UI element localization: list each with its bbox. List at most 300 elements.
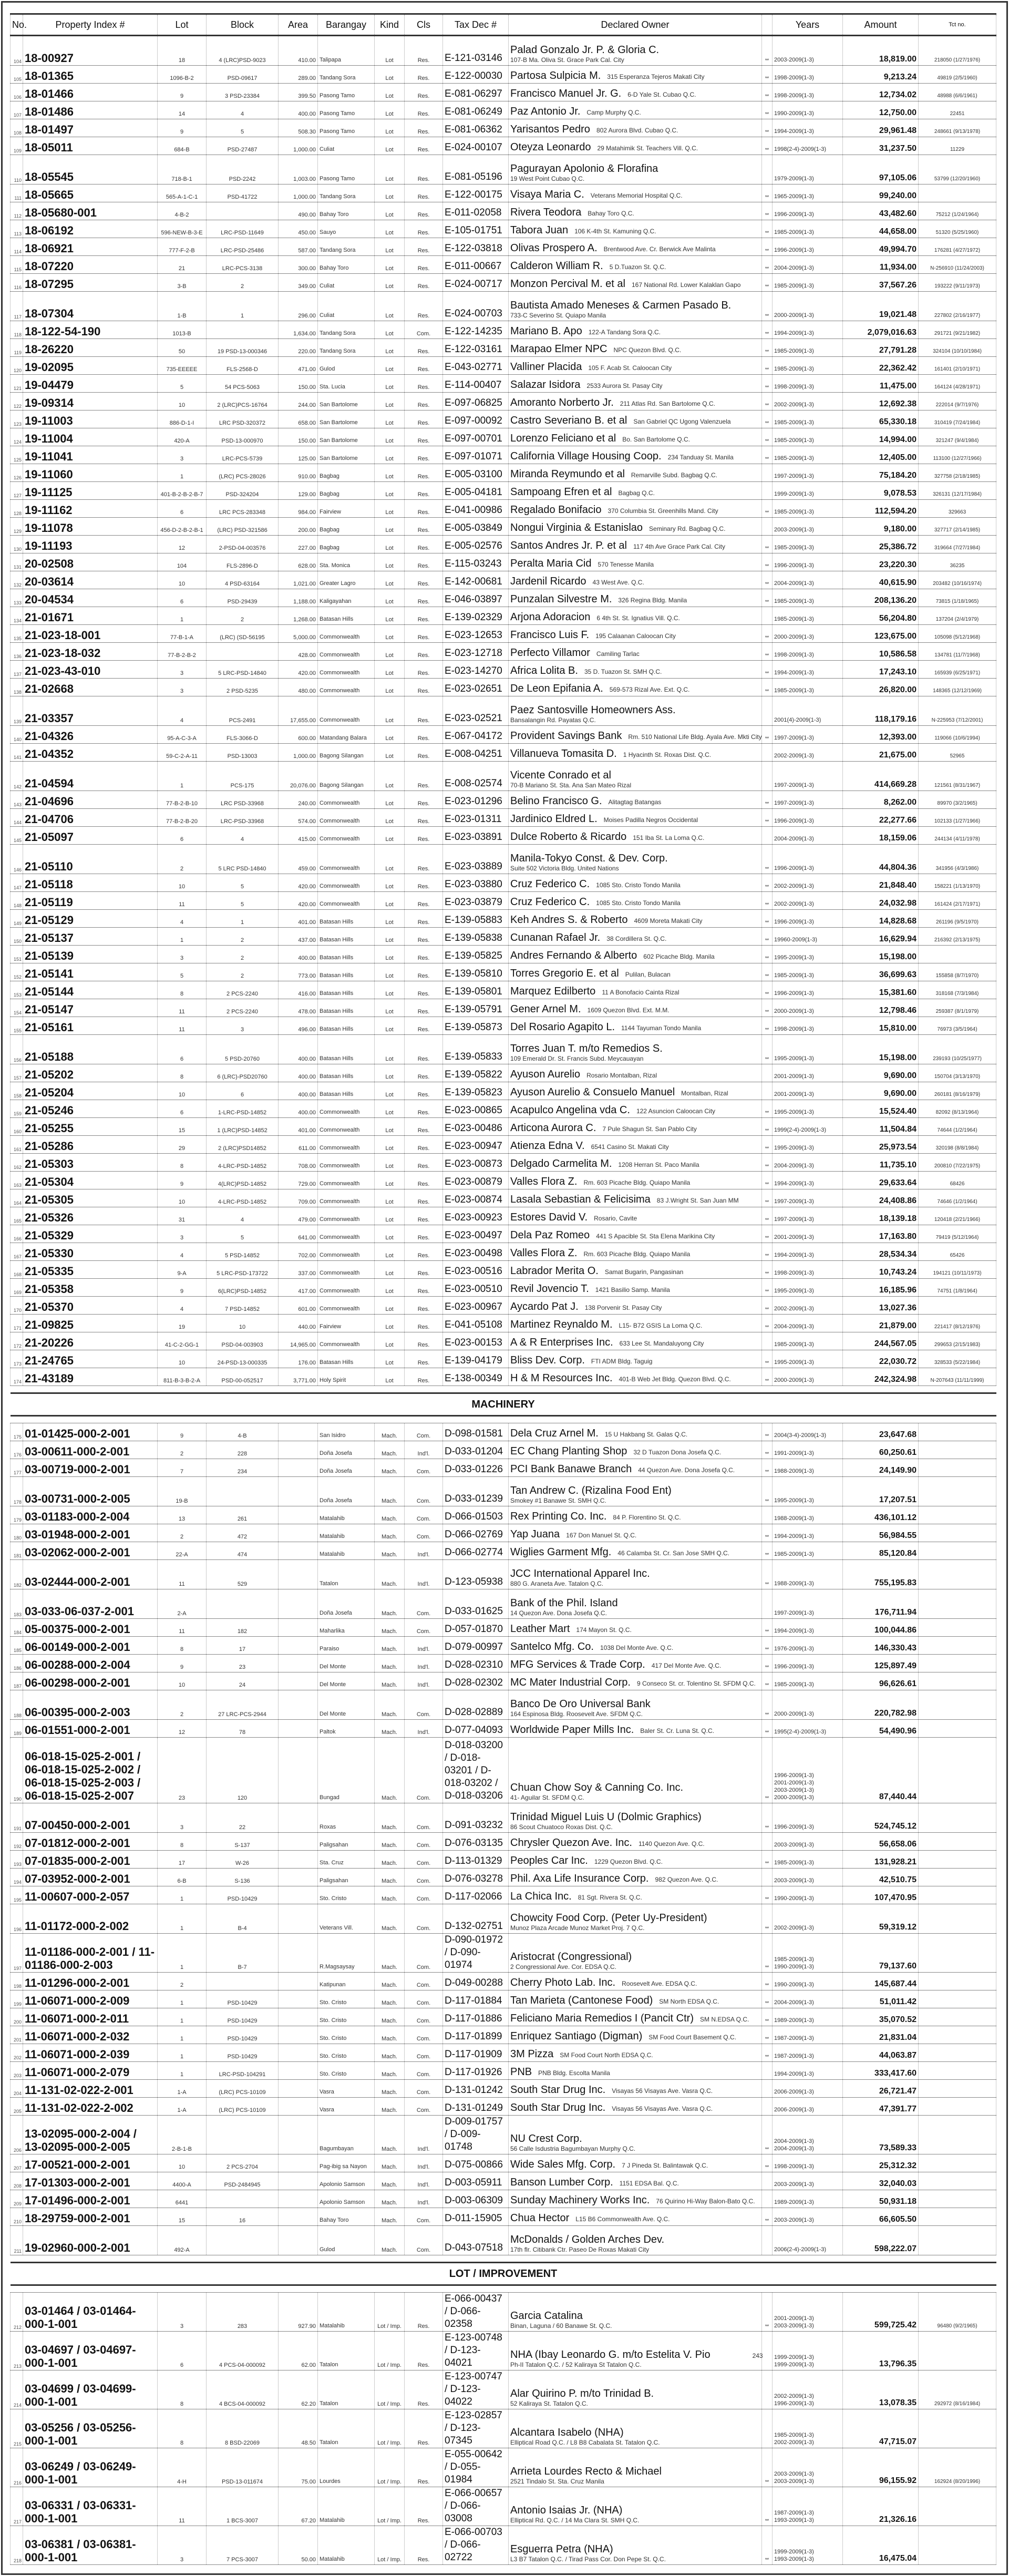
table-row[interactable] [11, 1315, 996, 1332]
area-cell: 75.00 [279, 2448, 318, 2487]
declared-owner-cell [509, 1297, 762, 1315]
tax-dec-cell: E-122-14235 [443, 321, 509, 339]
area-cell: 420.00 [279, 892, 318, 910]
table-row[interactable] [11, 892, 996, 910]
table-row[interactable] [11, 726, 996, 744]
table-row[interactable] [11, 2448, 996, 2487]
years-cell [773, 1524, 843, 1542]
kind-cell: Mach. [375, 1738, 405, 1803]
table-row[interactable] [11, 1017, 996, 1035]
tct-cell: 292972 (8/16/1984) [919, 2370, 996, 2409]
class-cell: Res. [405, 1189, 443, 1207]
years-cell [773, 1154, 843, 1172]
area-cell: 1,000.00 [279, 744, 318, 762]
tct-cell: 162924 (8/20/1996) [919, 2448, 996, 2487]
lot-cell: 6 [158, 1100, 207, 1118]
marker-cell [762, 2332, 773, 2370]
marker-cell [762, 1261, 773, 1279]
lot-cell: 6 [158, 500, 207, 518]
table-row[interactable] [11, 155, 996, 184]
row-number: 132 [11, 571, 23, 589]
years-line: 1985-2009(1-3) [774, 437, 814, 444]
table-row[interactable] [11, 999, 996, 1017]
lot-cell: 1 [158, 2026, 207, 2044]
tax-dec-cell: D-117-01886 [443, 2008, 509, 2026]
property-index: 18-26220 [23, 339, 158, 357]
double-asterisk-marker: ** [765, 76, 769, 81]
property-index: 06-018-15-025-2-001 / 06-018-15-025-2-002 / 06-018-15-025-2-003 / 06-018-15-025-2-007 [23, 1738, 158, 1803]
table-row[interactable] [11, 1332, 996, 1350]
class-cell: Res. [405, 607, 443, 625]
row-number: 183 [11, 1589, 23, 1619]
table-row[interactable] [11, 791, 996, 809]
table-row[interactable] [11, 202, 996, 220]
barangay-cell: Commonwealth [318, 1100, 375, 1118]
table-row[interactable] [11, 184, 996, 202]
table-row[interactable] [11, 845, 996, 874]
table-row[interactable] [11, 2026, 996, 2044]
tax-dec-cell: D-091-03232 [443, 1803, 509, 1833]
table-row[interactable] [11, 2332, 996, 2370]
table-row[interactable] [11, 2044, 996, 2062]
table-row[interactable] [11, 1833, 996, 1851]
tax-dec-cell: E-005-02576 [443, 536, 509, 553]
kind-cell: Lot [375, 589, 405, 607]
amount-cell: 25,973.54 [843, 1136, 919, 1154]
years-cell [773, 1172, 843, 1189]
row-number: 134 [11, 607, 23, 625]
years-cell [773, 2172, 843, 2190]
table-row[interactable] [11, 981, 996, 999]
table-row[interactable] [11, 66, 996, 84]
table-row[interactable] [11, 357, 996, 375]
double-asterisk-marker: ** [765, 1110, 769, 1115]
marker-cell [762, 643, 773, 661]
property-index: 21-05303 [23, 1154, 158, 1172]
barangay-cell: Fairview [318, 1315, 375, 1332]
tax-dec-cell: E-139-05883 [443, 910, 509, 928]
lot-cell: 3 [158, 661, 207, 679]
table-row[interactable] [11, 946, 996, 963]
years-line: 1999-2009(1-3) [774, 2549, 814, 2555]
tax-dec-cell: E-139-05823 [443, 1082, 509, 1100]
table-row[interactable] [11, 428, 996, 446]
marker-cell [762, 482, 773, 500]
block-cell: LRC-PSD-33968 [207, 809, 279, 827]
years-line: 1999-2009(1-3) [774, 491, 814, 497]
barangay-cell: Paraiso [318, 1637, 375, 1655]
area-cell: 417.00 [279, 1279, 318, 1297]
table-row[interactable] [11, 2008, 996, 2026]
declared-owner-cell [509, 1655, 762, 1672]
table-row[interactable] [11, 274, 996, 292]
years-cell [773, 1459, 843, 1477]
table-row[interactable] [11, 1542, 996, 1560]
marker-cell [762, 1851, 773, 1869]
property-index: 19-11125 [23, 482, 158, 500]
tct-cell [919, 1803, 996, 1833]
table-row[interactable] [11, 1279, 996, 1297]
table-row[interactable] [11, 1886, 996, 1904]
tct-cell [919, 1619, 996, 1637]
table-row[interactable] [11, 518, 996, 536]
tax-dec-cell: E-139-05838 [443, 928, 509, 946]
lot-cell: 6 [158, 2332, 207, 2370]
table-row[interactable] [11, 1869, 996, 1886]
class-cell: Ind'l. [405, 1720, 443, 1738]
kind-cell: Lot [375, 571, 405, 589]
table-row[interactable] [11, 2190, 996, 2208]
row-number: 216 [11, 2448, 23, 2487]
row-number: 118 [11, 321, 23, 339]
declared-owner-cell [509, 1082, 762, 1100]
property-index: 21-20226 [23, 1332, 158, 1350]
years-line: 1987-2009(1-3) [774, 2035, 814, 2041]
table-row[interactable] [11, 500, 996, 518]
table-row[interactable] [11, 220, 996, 238]
owner-name: Nongui Virginia & Estanislao [510, 522, 643, 533]
barangay-cell: Commonwealth [318, 1261, 375, 1279]
table-row[interactable] [11, 571, 996, 589]
table-row[interactable] [11, 696, 996, 726]
tax-dec-cell: D-117-02066 [443, 1886, 509, 1904]
table-row[interactable] [11, 321, 996, 339]
years-line: 1985-2009(1-3) [774, 1681, 814, 1688]
table-row[interactable] [11, 1690, 996, 1720]
declared-owner-cell [509, 827, 762, 845]
kind-cell: Mach. [375, 1619, 405, 1637]
tct-cell [919, 1904, 996, 1934]
class-cell: Res. [405, 339, 443, 357]
table-row[interactable] [11, 827, 996, 845]
table-row[interactable] [11, 2293, 996, 2332]
owner-address: Bo. San Bartolome Q.C. [622, 436, 690, 443]
property-index: 07-01812-000-2-001 [23, 1833, 158, 1851]
table-row[interactable] [11, 809, 996, 827]
years-line: 2004-2009(1-3) [774, 1323, 814, 1330]
table-row[interactable] [11, 1637, 996, 1655]
table-row[interactable] [11, 2370, 996, 2409]
table-row[interactable] [11, 410, 996, 428]
class-cell: Res. [405, 66, 443, 84]
row-number: 153 [11, 981, 23, 999]
tct-cell [919, 1934, 996, 1973]
table-row[interactable] [11, 1035, 996, 1064]
tax-dec-cell: E-041-05108 [443, 1315, 509, 1332]
tct-cell: 203482 (10/16/1974) [919, 571, 996, 589]
area-cell: 471.00 [279, 357, 318, 375]
declared-owner-cell [509, 1207, 762, 1225]
table-row[interactable] [11, 1368, 996, 1386]
marker-cell [762, 1297, 773, 1315]
property-index: 13-02095-000-2-004 / 13-02095-000-2-005 [23, 2116, 158, 2154]
table-row[interactable] [11, 393, 996, 410]
table-row[interactable] [11, 36, 996, 66]
marker-cell [762, 946, 773, 963]
table-row[interactable] [11, 238, 996, 256]
table-row[interactable] [11, 1973, 996, 1990]
double-asterisk-marker: ** [765, 689, 769, 694]
table-row[interactable] [11, 1441, 996, 1459]
declared-owner-cell [509, 1441, 762, 1459]
table-row[interactable] [11, 1243, 996, 1261]
table-row[interactable] [11, 536, 996, 553]
years-line: 2006-2009(1-3) [774, 2089, 814, 2095]
class-cell: Res. [405, 518, 443, 536]
table-row[interactable] [11, 1118, 996, 1136]
table-row[interactable] [11, 1261, 996, 1279]
double-asterisk-marker: ** [765, 1217, 769, 1223]
years-line: 1999(2-4)-2009(1-3) [774, 1127, 827, 1133]
table-row[interactable] [11, 137, 996, 155]
kind-cell: Lot / Imp. [375, 2409, 405, 2448]
tax-dec-cell: E-023-00879 [443, 1172, 509, 1189]
barangay-cell: Batasan Hills [318, 607, 375, 625]
owner-address: Munoz Plaza Arcade Munoz Market Proj. 7 Q.C. [510, 1924, 645, 1932]
block-cell: PSD-10429 [207, 1990, 279, 2008]
table-row[interactable] [11, 2487, 996, 2526]
declared-owner-cell [509, 643, 762, 661]
owner-extra-number: 243 [752, 2352, 763, 2359]
table-row[interactable] [11, 1350, 996, 1368]
class-cell: Ind'l. [405, 1655, 443, 1672]
table-row[interactable] [11, 607, 996, 625]
table-row[interactable] [11, 339, 996, 357]
years-line: 1985-2009(1-3) [774, 1341, 814, 1348]
table-row[interactable] [11, 661, 996, 679]
lot-cell: 15 [158, 1118, 207, 1136]
row-number: 174 [11, 1368, 23, 1386]
table-row[interactable] [11, 1064, 996, 1082]
table-row[interactable] [11, 1720, 996, 1738]
table-row[interactable] [11, 2526, 996, 2565]
tax-dec-cell: E-122-00175 [443, 184, 509, 202]
table-row[interactable] [11, 1560, 996, 1589]
table-row[interactable] [11, 84, 996, 101]
table-row[interactable] [11, 1136, 996, 1154]
row-number: 125 [11, 446, 23, 464]
table-row[interactable] [11, 2172, 996, 2190]
table-row[interactable] [11, 625, 996, 643]
amount-cell: 56,984.55 [843, 1524, 919, 1542]
section-title: LOT / IMPROVEMENT [11, 2263, 996, 2285]
marker-cell [762, 625, 773, 643]
table-row[interactable] [11, 2226, 996, 2255]
years-line: 1996-2009(1-3) [774, 1772, 814, 1779]
barangay-cell: Paligsahan [318, 1833, 375, 1851]
amount-cell: 524,745.12 [843, 1803, 919, 1833]
table-row[interactable] [11, 589, 996, 607]
table-row[interactable] [11, 256, 996, 274]
years-cell [773, 1690, 843, 1720]
owner-address: Rm. 603 Picache Bldg. Quiapo Manila [583, 1250, 691, 1258]
lot-cell: 1 [158, 1886, 207, 1904]
double-asterisk-marker: ** [765, 635, 769, 640]
owner-name: Esguerra Petra (NHA) [510, 2543, 613, 2555]
kind-cell: Mach. [375, 1690, 405, 1720]
block-cell: 5 PSD-14852 [207, 1243, 279, 1261]
years-line: 1985-2009(1-3) [774, 283, 814, 289]
amount-cell: 12,798.46 [843, 999, 919, 1017]
double-asterisk-marker: ** [765, 248, 769, 253]
block-cell: 1-LRC-PSD-14852 [207, 1100, 279, 1118]
tct-cell: 260181 (8/16/1979) [919, 1082, 996, 1100]
declared-owner-cell [509, 2116, 762, 2154]
table-row[interactable] [11, 1154, 996, 1172]
row-number: 157 [11, 1064, 23, 1082]
table-row[interactable] [11, 2080, 996, 2098]
table-row[interactable] [11, 1100, 996, 1118]
declared-owner-cell [509, 1261, 762, 1279]
tax-dec-cell: E-023-03889 [443, 845, 509, 874]
kind-cell: Lot [375, 845, 405, 874]
property-index: 18-05545 [23, 155, 158, 184]
row-number: 128 [11, 500, 23, 518]
table-row[interactable] [11, 643, 996, 661]
barangay-cell: Culiat [318, 137, 375, 155]
amount-cell: 56,658.06 [843, 1833, 919, 1851]
owner-name: Dela Cruz Arnel M. [510, 1428, 599, 1439]
table-row[interactable] [11, 119, 996, 137]
owner-address: Elliptical Rd. Q.C. / 14 Ma Clara St. SMH Q.C. [510, 2517, 640, 2524]
table-row[interactable] [11, 874, 996, 892]
owner-name: Bliss Dev. Corp. [510, 1354, 585, 1366]
barangay-cell: Talipapa [318, 36, 375, 66]
lot-cell: 2 [158, 1524, 207, 1542]
row-number: 120 [11, 357, 23, 375]
declared-owner-cell [509, 1619, 762, 1637]
table-row[interactable] [11, 679, 996, 696]
table-row[interactable] [11, 1738, 996, 1803]
amount-cell: 97,105.06 [843, 155, 919, 184]
area-cell: 400.00 [279, 1082, 318, 1100]
table-row[interactable] [11, 1297, 996, 1315]
table-row[interactable] [11, 2409, 996, 2448]
table-row[interactable] [11, 446, 996, 464]
table-row[interactable] [11, 1225, 996, 1243]
table-row[interactable] [11, 963, 996, 981]
tct-cell: 36235 [919, 553, 996, 571]
barangay-cell: Matalahib [318, 2526, 375, 2565]
years-line: 1985-2009(1-3) [774, 1551, 814, 1557]
barangay-cell: Doña Josefa [318, 1477, 375, 1506]
marker-cell [762, 2026, 773, 2044]
kind-cell: Lot / Imp. [375, 2526, 405, 2565]
table-row[interactable] [11, 1189, 996, 1207]
years-line: 1996-2009(1-3) [774, 919, 814, 925]
table-row[interactable] [11, 101, 996, 119]
property-index: 11-06071-000-2-009 [23, 1990, 158, 2008]
table-row[interactable] [11, 2062, 996, 2080]
table-row[interactable] [11, 1934, 996, 1973]
block-cell: W-26 [207, 1851, 279, 1869]
double-asterisk-marker: ** [765, 456, 769, 461]
tax-dec-cell: E-123-00748 / D-123-04021 [443, 2332, 509, 2370]
table-row[interactable] [11, 1506, 996, 1524]
table-row[interactable] [11, 1459, 996, 1477]
marker-cell [762, 1869, 773, 1886]
table-row[interactable] [11, 292, 996, 321]
lot-cell: 420-A [158, 428, 207, 446]
table-row[interactable] [11, 1803, 996, 1833]
table-row[interactable] [11, 744, 996, 762]
barangay-cell: Bahay Toro [318, 256, 375, 274]
table-row[interactable] [11, 1990, 996, 2008]
declared-owner-cell [509, 999, 762, 1017]
class-cell: Com. [405, 2044, 443, 2062]
table-row[interactable] [11, 1477, 996, 1506]
tct-cell [919, 2226, 996, 2255]
table-row[interactable] [11, 2098, 996, 2116]
amount-cell: 16,185.96 [843, 1279, 919, 1297]
table-row[interactable] [11, 2116, 996, 2154]
barangay-cell: Sauyo [318, 220, 375, 238]
amount-cell: 9,690.00 [843, 1082, 919, 1100]
table-row[interactable] [11, 1619, 996, 1637]
tct-cell: 74646 (1/2/1964) [919, 1189, 996, 1207]
owner-name: Castro Severiano B. et al [510, 415, 627, 426]
table-row[interactable] [11, 482, 996, 500]
table-row[interactable] [11, 1904, 996, 1934]
double-asterisk-marker: ** [765, 94, 769, 99]
marker-cell [762, 518, 773, 536]
table-row[interactable] [11, 762, 996, 791]
table-row[interactable] [11, 1172, 996, 1189]
tax-dec-cell: E-139-05791 [443, 999, 509, 1017]
kind-cell: Mach. [375, 1973, 405, 1990]
table-row[interactable] [11, 1851, 996, 1869]
table-row[interactable] [11, 1589, 996, 1619]
document-frame [1, 1, 1008, 2575]
table-row[interactable] [11, 1082, 996, 1100]
tax-dec-cell: E-043-02771 [443, 357, 509, 375]
table-row[interactable] [11, 1524, 996, 1542]
area-cell: 641.00 [279, 1225, 318, 1243]
row-number: 107 [11, 101, 23, 119]
area-cell [279, 1619, 318, 1637]
barangay-cell: Commonwealth [318, 1243, 375, 1261]
owner-address: Baler St. Cr. Luna St. Q.C. [640, 1727, 714, 1735]
table-row[interactable] [11, 928, 996, 946]
block-cell: 2 [207, 963, 279, 981]
table-row[interactable] [11, 375, 996, 393]
table-row[interactable] [11, 2208, 996, 2226]
kind-cell: Lot / Imp. [375, 2332, 405, 2370]
row-number: 180 [11, 1524, 23, 1542]
owner-name: MFG Services & Trade Corp. [510, 1659, 645, 1670]
kind-cell: Mach. [375, 1886, 405, 1904]
table-row[interactable] [11, 1423, 996, 1441]
table-row[interactable] [11, 553, 996, 571]
table-row[interactable] [11, 464, 996, 482]
property-index: 21-04352 [23, 744, 158, 762]
table-row[interactable] [11, 1207, 996, 1225]
barangay-cell: Commonwealth [318, 679, 375, 696]
tct-cell: 89970 (3/2/1965) [919, 791, 996, 809]
block-cell: 17 [207, 1637, 279, 1655]
property-index: 11-06071-000-2-039 [23, 2044, 158, 2062]
table-row[interactable] [11, 1672, 996, 1690]
kind-cell: Lot [375, 36, 405, 66]
table-row[interactable] [11, 910, 996, 928]
table-row[interactable] [11, 1655, 996, 1672]
tct-cell: 74751 (1/8/1964) [919, 1279, 996, 1297]
marker-cell [762, 1990, 773, 2008]
lot-cell: 29 [158, 1136, 207, 1154]
area-cell [279, 1560, 318, 1589]
barangay-cell: Pasong Tamo [318, 101, 375, 119]
table-row[interactable] [11, 2154, 996, 2172]
